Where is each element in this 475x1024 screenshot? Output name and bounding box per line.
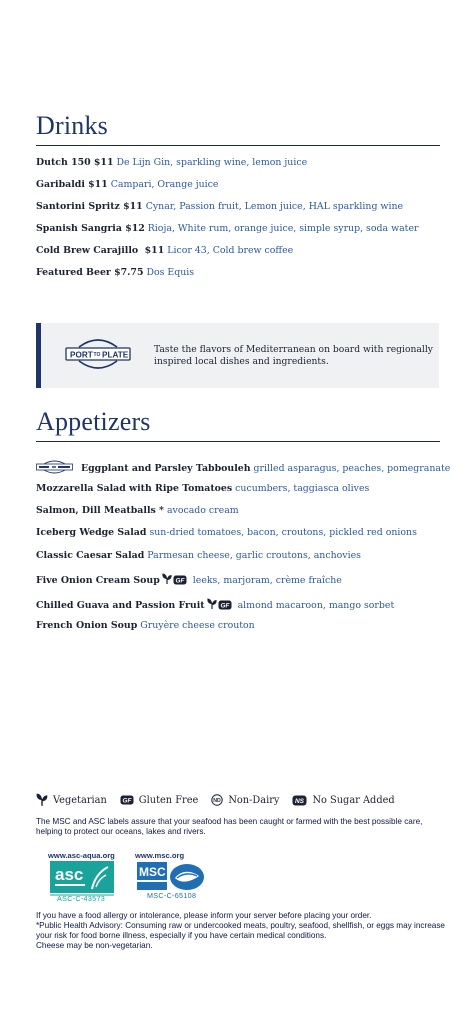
svg-text:PLATE: PLATE: [102, 350, 129, 360]
drink-name: Santorini Spritz $11: [36, 201, 143, 212]
allergy-note: If you have a food allergy or intolerance, please inform your server before placing your order.: [36, 911, 372, 920]
drink-name: Garibaldi $11: [36, 179, 108, 190]
appetizer-item: [36, 505, 448, 517]
appetizer-item: [36, 527, 448, 539]
appetizer-item: [36, 598, 448, 614]
svg-text:ND: ND: [213, 798, 222, 805]
appetizer-name: French Onion Soup: [36, 620, 138, 631]
appetizer-name: Classic Caesar Salad: [36, 550, 145, 561]
drink-description: Cynar, Passion fruit, Lemon juice, HAL sparkling wine: [145, 201, 404, 212]
appetizer-description: grilled asparagus, peaches, pomegranate: [253, 463, 451, 474]
appetizer-description: sun-dried tomatoes, bacon, croutons, pickled red onions: [149, 527, 417, 538]
appetizer-name: Chilled Guava and Passion Fruit: [36, 600, 205, 611]
svg-text:GF: GF: [122, 797, 132, 805]
port-to-plate-logo: [65, 335, 131, 373]
svg-text:asc: asc: [55, 865, 84, 884]
legend-non-dairy: [211, 794, 279, 806]
drink-item: [36, 245, 448, 257]
drink-description: Rioja, White rum, orange juice, simple syrup, soda water: [147, 223, 419, 234]
banner-text: Taste the flavors of Mediterranean on board with regionally inspired local dishes and ingredients.: [154, 344, 433, 367]
legend-label: Non-Dairy: [228, 794, 280, 806]
appetizer-description: leeks, marjoram, crème fraîche: [192, 575, 342, 586]
svg-text:NS: NS: [295, 797, 305, 805]
appetizer-description: avocado cream: [166, 505, 239, 516]
appetizer-name: Salmon, Dill Meatballs *: [36, 505, 164, 516]
health-advisory: *Public Health Advisory: Consuming raw or undercooked meats, poultry, seafood, shellfish, or eggs may increase your risk for food borne illness, especially if you have certain medical conditions.: [36, 921, 445, 940]
cheese-note: Cheese may be non-vegetarian.: [36, 941, 153, 950]
appetizer-name: Eggplant and Parsley Tabbouleh: [80, 463, 251, 474]
legend-label: No Sugar Added: [312, 794, 395, 806]
drink-item: [36, 223, 448, 235]
drink-name: Featured Beer $7.75: [36, 267, 144, 278]
gluten-free-icon: [120, 795, 134, 805]
drink-description: Licor 43, Cold brew coffee: [167, 245, 294, 256]
drinks-divider: [36, 145, 440, 146]
non-dairy-icon: [211, 794, 223, 806]
msc-code: MSC-C-65108: [147, 891, 197, 900]
asc-url: www.asc-aqua.org: [48, 851, 115, 860]
legend-label: Vegetarian: [53, 794, 107, 806]
no-sugar-added-icon: [292, 795, 307, 806]
drink-description: De Lijn Gin, sparkling wine, lemon juice: [116, 157, 308, 168]
appetizer-item: [36, 460, 451, 475]
vegetarian-leaf-icon: [207, 598, 217, 610]
dietary-legend: [36, 793, 456, 807]
svg-text:GF: GF: [175, 577, 185, 585]
svg-text:MSC: MSC: [139, 865, 166, 879]
svg-text:GF: GF: [220, 602, 230, 610]
legend-no-sugar-added: [292, 795, 394, 806]
appetizer-description: cucumbers, taggiasca olives: [235, 483, 370, 494]
appetizer-description: almond macaroon, mango sorbet: [237, 600, 395, 611]
msc-url: www.msc.org: [135, 851, 185, 860]
gluten-free-icon: [218, 600, 232, 610]
port-to-plate-banner: [36, 323, 439, 388]
vegetarian-leaf-icon: [162, 573, 172, 585]
asc-code: ASC-C-43573: [57, 894, 106, 903]
appetizer-description: Parmesan cheese, garlic croutons, anchovies: [147, 550, 361, 561]
drink-item: [36, 157, 448, 169]
msc-logo: [137, 862, 209, 892]
drink-name: Spanish Sangria $12: [36, 223, 145, 234]
legend-gluten-free: [120, 795, 199, 806]
gluten-free-icon: [173, 575, 187, 585]
drink-description: Dos Equis: [146, 267, 195, 278]
msc-asc-note: The MSC and ASC labels assure that your seafood has been caught or farmed with the best possible care, helping to protect our oceans, lakes and rivers.: [36, 817, 423, 836]
drinks-heading: Drinks: [36, 111, 108, 140]
appetizers-heading: Appetizers: [36, 407, 151, 436]
svg-text:PORT: PORT: [70, 350, 93, 360]
legend-vegetarian: [36, 793, 107, 807]
drink-name: Cold Brew Carajillo $11: [36, 245, 165, 256]
appetizer-name: Iceberg Wedge Salad: [36, 527, 147, 538]
svg-text:TO: TO: [93, 352, 101, 358]
appetizer-item: [36, 573, 448, 589]
drink-item: [36, 179, 448, 191]
appetizer-name: Mozzarella Salad with Ripe Tomatoes: [36, 483, 233, 494]
appetizer-item: [36, 550, 448, 562]
legend-label: Gluten Free: [138, 794, 199, 806]
appetizer-item: [36, 620, 448, 632]
appetizer-description: Gruyère cheese crouton: [140, 620, 255, 631]
appetizer-name: Five Onion Cream Soup: [36, 575, 160, 586]
appetizers-divider: [36, 441, 440, 442]
drink-item: [36, 201, 448, 213]
drink-name: Dutch 150 $11: [36, 157, 114, 168]
vegetarian-leaf-icon: [36, 793, 48, 807]
drink-item: [36, 267, 448, 279]
appetizer-item: [36, 483, 448, 495]
drink-description: Campari, Orange juice: [110, 179, 219, 190]
port-to-plate-icon: [36, 460, 73, 474]
